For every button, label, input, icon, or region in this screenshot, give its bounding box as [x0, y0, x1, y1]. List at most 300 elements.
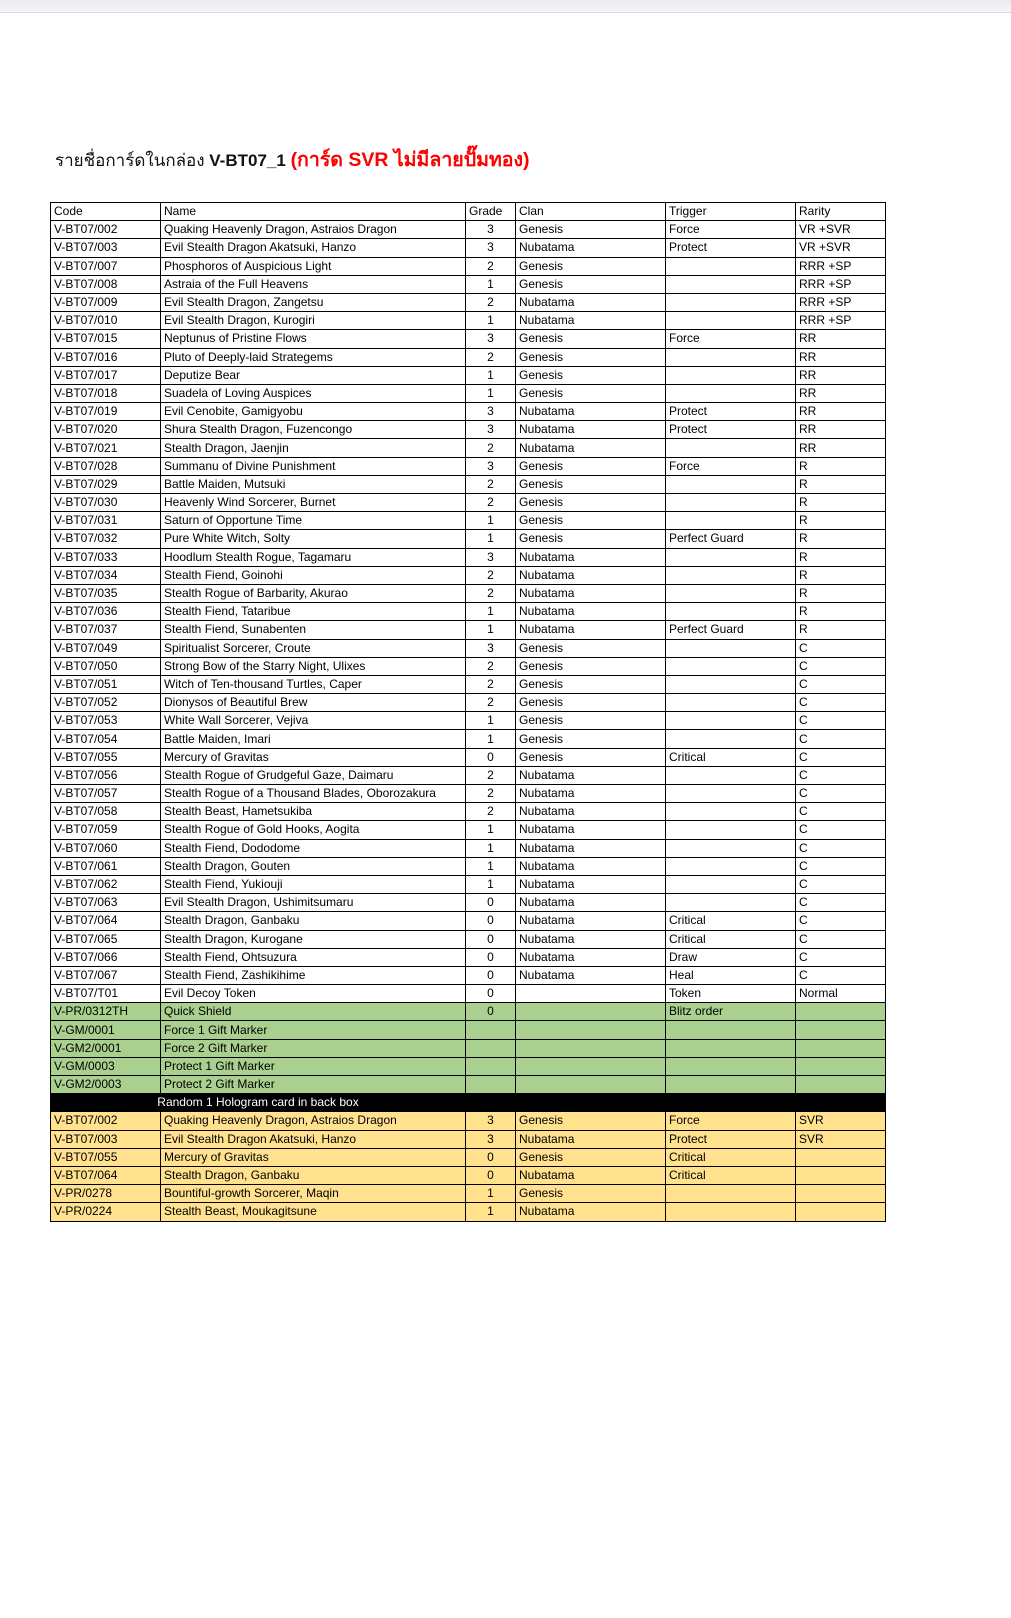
- cell-rarity: C: [796, 875, 886, 893]
- cell-clan: Nubatama: [516, 439, 666, 457]
- document-page: [0, 144, 1011, 1222]
- cell-name: Saturn of Opportune Time: [161, 512, 466, 530]
- table-row: [51, 221, 886, 239]
- cell-clan: Genesis: [516, 675, 666, 693]
- cell-trigger: [666, 584, 796, 602]
- table-row: [51, 530, 886, 548]
- cell-name: Phosphoros of Auspicious Light: [161, 257, 466, 275]
- cell-name: Pluto of Deeply-laid Strategems: [161, 348, 466, 366]
- cell-code: V-BT07/033: [51, 548, 161, 566]
- cell-grade: 3: [466, 1112, 516, 1130]
- cell-code: V-BT07/051: [51, 675, 161, 693]
- cell-clan: Nubatama: [516, 621, 666, 639]
- cell-clan: Nubatama: [516, 1130, 666, 1148]
- cell-rarity: [796, 1203, 886, 1221]
- cell-name: Stealth Fiend, Tataribue: [161, 603, 466, 621]
- cell-clan: Nubatama: [516, 839, 666, 857]
- cell-rarity: C: [796, 639, 886, 657]
- cell-name: Pure White Witch, Solty: [161, 530, 466, 548]
- cell-clan: Genesis: [516, 221, 666, 239]
- cell-trigger: [666, 366, 796, 384]
- cell-rarity: C: [796, 966, 886, 984]
- cell-trigger: [666, 494, 796, 512]
- cell-name: Stealth Beast, Hametsukiba: [161, 803, 466, 821]
- cell-code: V-GM2/0003: [51, 1076, 161, 1094]
- cell-grade: 3: [466, 639, 516, 657]
- separator-cell: [666, 1094, 796, 1112]
- table-row: [51, 966, 886, 984]
- cell-code: V-BT07/052: [51, 694, 161, 712]
- cell-trigger: Protect: [666, 1130, 796, 1148]
- cell-trigger: [666, 803, 796, 821]
- cell-clan: Genesis: [516, 457, 666, 475]
- cell-grade: 3: [466, 221, 516, 239]
- cell-trigger: Force: [666, 1112, 796, 1130]
- cell-code: V-BT07/053: [51, 712, 161, 730]
- cell-clan: Genesis: [516, 748, 666, 766]
- cell-name: Stealth Fiend, Dododome: [161, 839, 466, 857]
- cell-grade: 0: [466, 912, 516, 930]
- cell-code: V-BT07/062: [51, 875, 161, 893]
- table-row: [51, 657, 886, 675]
- cell-code: V-BT07/031: [51, 512, 161, 530]
- cell-grade: 3: [466, 330, 516, 348]
- cell-code: V-BT07/061: [51, 857, 161, 875]
- table-row: [51, 1112, 886, 1130]
- cell-trigger: [666, 857, 796, 875]
- column-header-grade: Grade: [466, 203, 516, 221]
- cell-rarity: R: [796, 530, 886, 548]
- cell-clan: Nubatama: [516, 930, 666, 948]
- cell-rarity: [796, 1039, 886, 1057]
- cell-rarity: R: [796, 548, 886, 566]
- cell-code: V-BT07/002: [51, 1112, 161, 1130]
- cell-rarity: C: [796, 930, 886, 948]
- table-row: [51, 366, 886, 384]
- cell-trigger: Critical: [666, 748, 796, 766]
- cell-clan: Genesis: [516, 384, 666, 402]
- cell-clan: Nubatama: [516, 293, 666, 311]
- table-row: [51, 1185, 886, 1203]
- cell-name: Protect 1 Gift Marker: [161, 1057, 466, 1075]
- cell-grade: 2: [466, 475, 516, 493]
- cell-grade: 2: [466, 348, 516, 366]
- table-row: [51, 894, 886, 912]
- cell-trigger: [666, 839, 796, 857]
- cell-grade: [466, 1057, 516, 1075]
- cell-rarity: C: [796, 948, 886, 966]
- cell-trigger: [666, 348, 796, 366]
- cell-name: Stealth Dragon, Kurogane: [161, 930, 466, 948]
- table-row: [51, 512, 886, 530]
- cell-grade: 1: [466, 857, 516, 875]
- cell-name: Evil Decoy Token: [161, 985, 466, 1003]
- cell-rarity: R: [796, 603, 886, 621]
- cell-code: V-BT07/015: [51, 330, 161, 348]
- cell-grade: 0: [466, 948, 516, 966]
- cell-grade: 1: [466, 821, 516, 839]
- cell-rarity: C: [796, 730, 886, 748]
- cell-clan: Nubatama: [516, 857, 666, 875]
- cell-grade: 2: [466, 694, 516, 712]
- cell-code: V-BT07/017: [51, 366, 161, 384]
- cell-rarity: R: [796, 621, 886, 639]
- cell-rarity: C: [796, 839, 886, 857]
- table-row: [51, 730, 886, 748]
- cell-clan: Nubatama: [516, 912, 666, 930]
- cell-clan: Genesis: [516, 330, 666, 348]
- cell-clan: Nubatama: [516, 1166, 666, 1184]
- table-row: [51, 275, 886, 293]
- table-row: [51, 712, 886, 730]
- cell-clan: Nubatama: [516, 566, 666, 584]
- cell-clan: Nubatama: [516, 785, 666, 803]
- cell-code: V-BT07/056: [51, 766, 161, 784]
- table-row: [51, 239, 886, 257]
- cell-rarity: Normal: [796, 985, 886, 1003]
- table-row: [51, 403, 886, 421]
- cell-trigger: [666, 766, 796, 784]
- cell-name: Heavenly Wind Sorcerer, Burnet: [161, 494, 466, 512]
- cell-trigger: [666, 821, 796, 839]
- cell-trigger: [666, 566, 796, 584]
- cell-rarity: RR: [796, 403, 886, 421]
- cell-clan: Nubatama: [516, 875, 666, 893]
- cell-rarity: C: [796, 766, 886, 784]
- table-row: [51, 1039, 886, 1057]
- cell-rarity: C: [796, 912, 886, 930]
- cell-name: Stealth Fiend, Goinohi: [161, 566, 466, 584]
- cell-trigger: Force: [666, 221, 796, 239]
- cell-rarity: [796, 1003, 886, 1021]
- cell-name: Stealth Rogue of a Thousand Blades, Oborozakura: [161, 785, 466, 803]
- table-row: [51, 1203, 886, 1221]
- cell-rarity: C: [796, 657, 886, 675]
- cell-grade: 3: [466, 457, 516, 475]
- cell-rarity: C: [796, 748, 886, 766]
- cell-trigger: [666, 639, 796, 657]
- cell-rarity: VR +SVR: [796, 221, 886, 239]
- cell-trigger: [666, 275, 796, 293]
- cell-code: V-PR/0224: [51, 1203, 161, 1221]
- cell-name: Stealth Fiend, Sunabenten: [161, 621, 466, 639]
- cell-clan: [516, 985, 666, 1003]
- cell-rarity: RRR +SP: [796, 312, 886, 330]
- cell-rarity: C: [796, 675, 886, 693]
- table-row: [51, 748, 886, 766]
- cell-code: V-PR/0312TH: [51, 1003, 161, 1021]
- cell-grade: 0: [466, 1003, 516, 1021]
- cell-name: Strong Bow of the Starry Night, Ulixes: [161, 657, 466, 675]
- cell-rarity: R: [796, 584, 886, 602]
- card-table-head: [51, 203, 886, 221]
- cell-rarity: RR: [796, 348, 886, 366]
- cell-grade: [466, 1076, 516, 1094]
- table-row: [51, 293, 886, 311]
- cell-code: V-GM/0001: [51, 1021, 161, 1039]
- cell-clan: Genesis: [516, 1148, 666, 1166]
- column-header-name: Name: [161, 203, 466, 221]
- cell-grade: 1: [466, 730, 516, 748]
- title-note: (การ์ด SVR ไม่มีลายปั๊มทอง): [290, 149, 530, 171]
- cell-code: V-BT07/058: [51, 803, 161, 821]
- card-list-table: [50, 202, 886, 1222]
- cell-rarity: R: [796, 475, 886, 493]
- column-header-trigger: Trigger: [666, 203, 796, 221]
- cell-rarity: RRR +SP: [796, 293, 886, 311]
- cell-trigger: [666, 894, 796, 912]
- cell-code: V-BT07/064: [51, 1166, 161, 1184]
- cell-code: V-BT07/007: [51, 257, 161, 275]
- table-row: [51, 1057, 886, 1075]
- cell-code: V-BT07/T01: [51, 985, 161, 1003]
- table-row: [51, 1076, 886, 1094]
- cell-rarity: VR +SVR: [796, 239, 886, 257]
- table-row: [51, 439, 886, 457]
- cell-clan: Nubatama: [516, 403, 666, 421]
- cell-rarity: R: [796, 457, 886, 475]
- cell-name: Stealth Dragon, Jaenjin: [161, 439, 466, 457]
- cell-name: Force 2 Gift Marker: [161, 1039, 466, 1057]
- cell-clan: [516, 1003, 666, 1021]
- cell-name: Force 1 Gift Marker: [161, 1021, 466, 1039]
- cell-code: V-BT07/060: [51, 839, 161, 857]
- cell-trigger: Critical: [666, 930, 796, 948]
- cell-grade: 2: [466, 566, 516, 584]
- cell-name: Evil Stealth Dragon Akatsuki, Hanzo: [161, 1130, 466, 1148]
- cell-grade: 1: [466, 512, 516, 530]
- cell-rarity: SVR: [796, 1130, 886, 1148]
- cell-name: Stealth Dragon, Ganbaku: [161, 1166, 466, 1184]
- table-row: [51, 257, 886, 275]
- cell-clan: Genesis: [516, 1112, 666, 1130]
- table-row: [51, 330, 886, 348]
- cell-clan: Genesis: [516, 639, 666, 657]
- cell-name: Dionysos of Beautiful Brew: [161, 694, 466, 712]
- table-row: [51, 785, 886, 803]
- table-row: [51, 566, 886, 584]
- cell-trigger: [666, 1203, 796, 1221]
- cell-grade: 1: [466, 712, 516, 730]
- separator-cell: [796, 1094, 886, 1112]
- cell-trigger: [666, 1057, 796, 1075]
- page-title: [55, 144, 1011, 175]
- cell-trigger: Protect: [666, 239, 796, 257]
- cell-trigger: Perfect Guard: [666, 621, 796, 639]
- cell-trigger: Draw: [666, 948, 796, 966]
- cell-trigger: Critical: [666, 912, 796, 930]
- cell-grade: 3: [466, 548, 516, 566]
- cell-code: V-BT07/066: [51, 948, 161, 966]
- separator-label: Random 1 Hologram card in back box: [51, 1094, 466, 1112]
- cell-clan: Nubatama: [516, 1203, 666, 1221]
- cell-code: V-BT07/009: [51, 293, 161, 311]
- cell-trigger: Critical: [666, 1148, 796, 1166]
- cell-trigger: [666, 712, 796, 730]
- cell-clan: Genesis: [516, 257, 666, 275]
- cell-code: V-BT07/029: [51, 475, 161, 493]
- cell-name: Stealth Dragon, Ganbaku: [161, 912, 466, 930]
- cell-rarity: C: [796, 803, 886, 821]
- cell-clan: Nubatama: [516, 584, 666, 602]
- cell-grade: 0: [466, 966, 516, 984]
- table-row: [51, 639, 886, 657]
- cell-code: V-BT07/059: [51, 821, 161, 839]
- cell-rarity: C: [796, 821, 886, 839]
- column-header-rarity: Rarity: [796, 203, 886, 221]
- cell-grade: 0: [466, 930, 516, 948]
- cell-name: White Wall Sorcerer, Vejiva: [161, 712, 466, 730]
- cell-rarity: R: [796, 494, 886, 512]
- cell-grade: 2: [466, 293, 516, 311]
- cell-trigger: [666, 512, 796, 530]
- cell-name: Stealth Rogue of Barbarity, Akurao: [161, 584, 466, 602]
- cell-trigger: [666, 875, 796, 893]
- cell-name: Hoodlum Stealth Rogue, Tagamaru: [161, 548, 466, 566]
- cell-grade: 0: [466, 1148, 516, 1166]
- table-row: [51, 912, 886, 930]
- cell-grade: 0: [466, 894, 516, 912]
- header-row: [51, 203, 886, 221]
- cell-clan: Nubatama: [516, 821, 666, 839]
- cell-trigger: Token: [666, 985, 796, 1003]
- cell-trigger: [666, 257, 796, 275]
- cell-name: Evil Stealth Dragon, Kurogiri: [161, 312, 466, 330]
- cell-clan: Genesis: [516, 494, 666, 512]
- cell-name: Neptunus of Pristine Flows: [161, 330, 466, 348]
- table-row: [51, 312, 886, 330]
- cell-trigger: [666, 1021, 796, 1039]
- cell-grade: 2: [466, 439, 516, 457]
- cell-trigger: [666, 657, 796, 675]
- cell-name: Evil Stealth Dragon, Zangetsu: [161, 293, 466, 311]
- cell-code: V-BT07/055: [51, 1148, 161, 1166]
- cell-trigger: [666, 785, 796, 803]
- cell-grade: 2: [466, 584, 516, 602]
- cell-trigger: Protect: [666, 421, 796, 439]
- cell-name: Stealth Rogue of Grudgeful Gaze, Daimaru: [161, 766, 466, 784]
- cell-code: V-BT07/034: [51, 566, 161, 584]
- cell-code: V-BT07/003: [51, 239, 161, 257]
- cell-code: V-GM2/0001: [51, 1039, 161, 1057]
- cell-code: V-BT07/055: [51, 748, 161, 766]
- cell-name: Summanu of Divine Punishment: [161, 457, 466, 475]
- table-row: [51, 1166, 886, 1184]
- column-header-code: Code: [51, 203, 161, 221]
- cell-rarity: [796, 1021, 886, 1039]
- table-row: [51, 1130, 886, 1148]
- table-row: [51, 421, 886, 439]
- cell-clan: Nubatama: [516, 894, 666, 912]
- cell-clan: Genesis: [516, 275, 666, 293]
- separator-row: [51, 1094, 886, 1112]
- cell-rarity: RR: [796, 421, 886, 439]
- cell-grade: 2: [466, 657, 516, 675]
- cell-grade: 3: [466, 421, 516, 439]
- cell-grade: 1: [466, 312, 516, 330]
- cell-code: V-BT07/003: [51, 1130, 161, 1148]
- cell-clan: Genesis: [516, 530, 666, 548]
- cell-name: Stealth Beast, Moukagitsune: [161, 1203, 466, 1221]
- cell-grade: 1: [466, 1185, 516, 1203]
- cell-grade: 2: [466, 766, 516, 784]
- cell-clan: Nubatama: [516, 766, 666, 784]
- cell-code: V-BT07/010: [51, 312, 161, 330]
- cell-clan: Nubatama: [516, 239, 666, 257]
- cell-name: Quick Shield: [161, 1003, 466, 1021]
- cell-code: V-BT07/032: [51, 530, 161, 548]
- cell-code: V-BT07/021: [51, 439, 161, 457]
- cell-grade: 2: [466, 803, 516, 821]
- cell-grade: 1: [466, 875, 516, 893]
- cell-code: V-BT07/016: [51, 348, 161, 366]
- cell-code: V-BT07/037: [51, 621, 161, 639]
- table-row: [51, 803, 886, 821]
- cell-clan: [516, 1021, 666, 1039]
- cell-rarity: [796, 1148, 886, 1166]
- cell-grade: 1: [466, 603, 516, 621]
- cell-name: Spiritualist Sorcerer, Croute: [161, 639, 466, 657]
- cell-trigger: [666, 384, 796, 402]
- table-row: [51, 457, 886, 475]
- cell-code: V-BT07/050: [51, 657, 161, 675]
- cell-clan: Genesis: [516, 475, 666, 493]
- cell-code: V-BT07/064: [51, 912, 161, 930]
- cell-rarity: R: [796, 512, 886, 530]
- table-row: [51, 1003, 886, 1021]
- cell-code: V-BT07/065: [51, 930, 161, 948]
- cell-grade: 2: [466, 675, 516, 693]
- cell-clan: Nubatama: [516, 948, 666, 966]
- cell-clan: Nubatama: [516, 803, 666, 821]
- cell-rarity: RRR +SP: [796, 257, 886, 275]
- table-row: [51, 930, 886, 948]
- table-row: [51, 584, 886, 602]
- cell-grade: 3: [466, 1130, 516, 1148]
- cell-trigger: [666, 675, 796, 693]
- cell-rarity: RRR +SP: [796, 275, 886, 293]
- cell-rarity: [796, 1185, 886, 1203]
- cell-rarity: SVR: [796, 1112, 886, 1130]
- cell-clan: Genesis: [516, 348, 666, 366]
- cell-name: Bountiful-growth Sorcerer, Maqin: [161, 1185, 466, 1203]
- cell-rarity: R: [796, 566, 886, 584]
- cell-trigger: [666, 439, 796, 457]
- table-row: [51, 603, 886, 621]
- cell-grade: 1: [466, 1203, 516, 1221]
- table-row: [51, 839, 886, 857]
- cell-grade: 3: [466, 403, 516, 421]
- table-row: [51, 766, 886, 784]
- table-row: [51, 548, 886, 566]
- cell-trigger: Protect: [666, 403, 796, 421]
- cell-grade: 1: [466, 366, 516, 384]
- cell-code: V-BT07/036: [51, 603, 161, 621]
- cell-trigger: Force: [666, 330, 796, 348]
- cell-clan: Genesis: [516, 712, 666, 730]
- cell-name: Evil Stealth Dragon Akatsuki, Hanzo: [161, 239, 466, 257]
- table-row: [51, 348, 886, 366]
- table-row: [51, 694, 886, 712]
- cell-grade: 0: [466, 985, 516, 1003]
- cell-trigger: Heal: [666, 966, 796, 984]
- cell-grade: 0: [466, 1166, 516, 1184]
- separator-cell: [516, 1094, 666, 1112]
- cell-rarity: C: [796, 785, 886, 803]
- separator-cell: [466, 1094, 516, 1112]
- cell-trigger: [666, 312, 796, 330]
- table-row: [51, 948, 886, 966]
